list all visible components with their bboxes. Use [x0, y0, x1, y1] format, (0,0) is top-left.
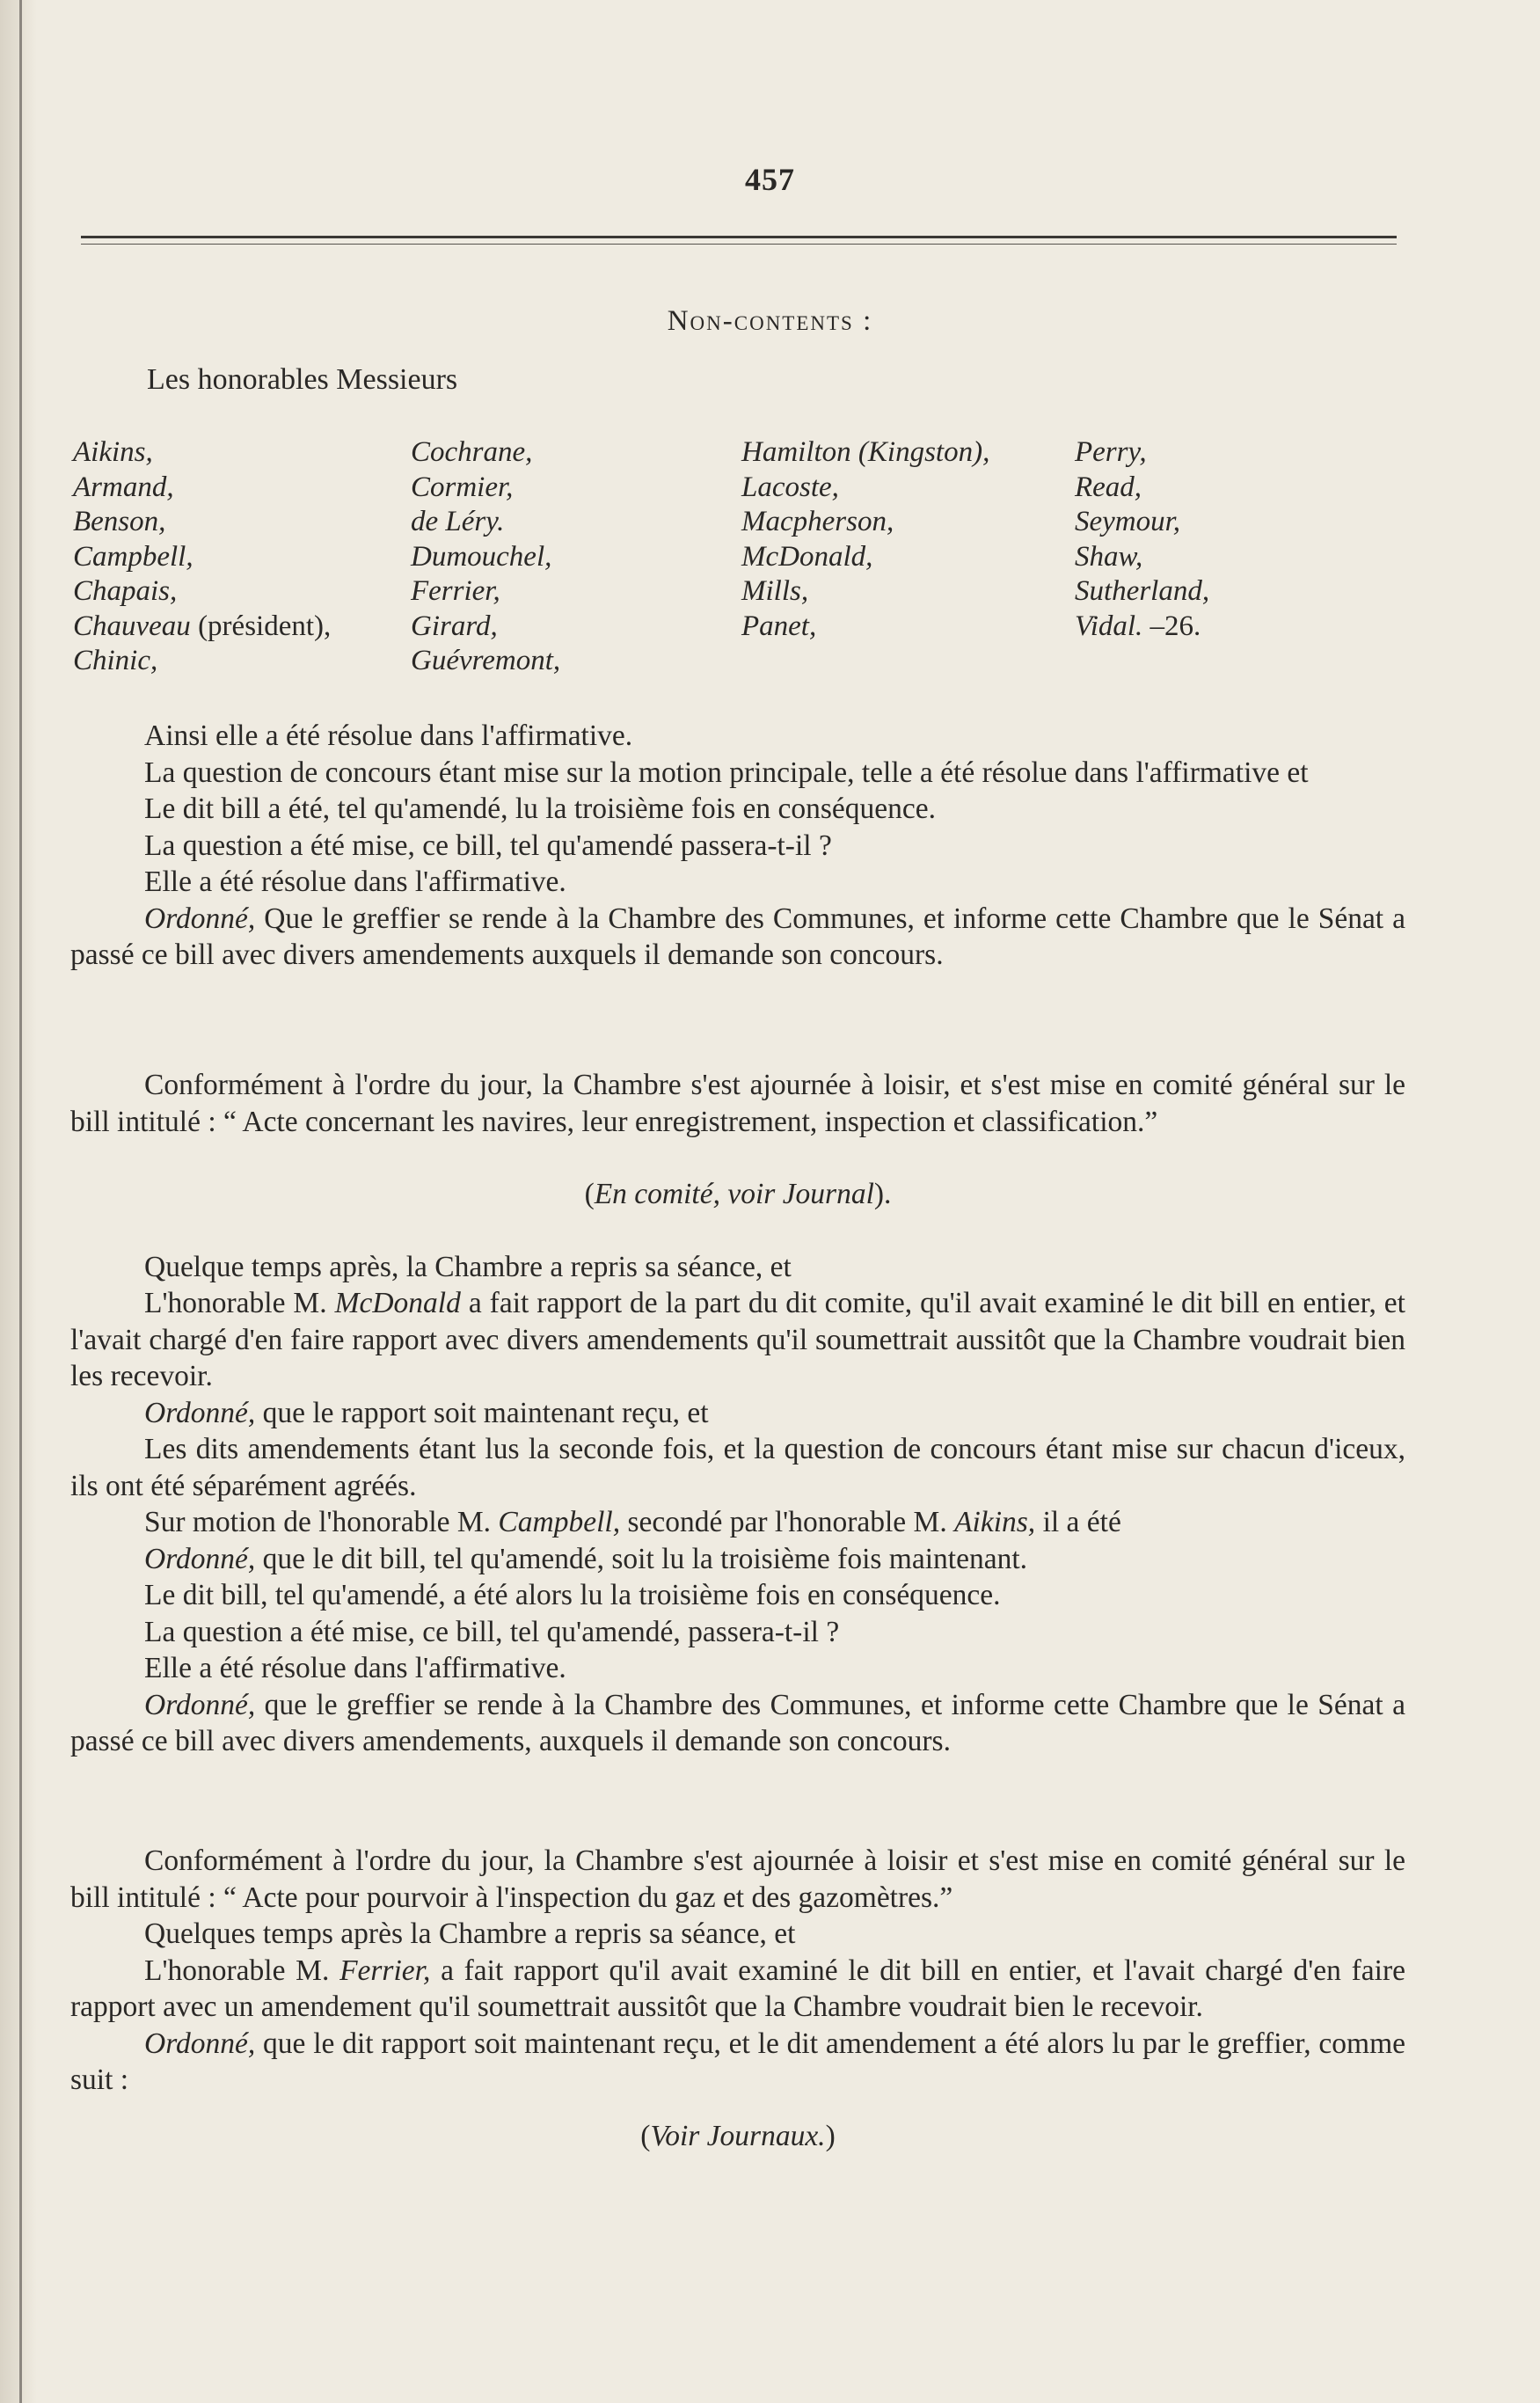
- paragraph: Conformément à l'ordre du jour, la Chambre s'est ajournée à loisir et s'est mise en comité général sur le bill intitulé : “ Acte pour pourvoir à l'inspection du gaz et des gazomètres.”: [70, 1844, 1405, 1914]
- name-entry: Aikins,: [73, 436, 153, 468]
- header-rule: [81, 236, 1397, 238]
- names-column-3: [741, 435, 989, 644]
- paragraph: Ordonné, que le rapport soit maintenant reçu, et: [144, 1396, 709, 1429]
- name-entry: Cormier,: [411, 471, 514, 503]
- riding-note: (Kingston),: [858, 436, 990, 468]
- binding-line: [19, 0, 22, 2403]
- name-entry: Macpherson,: [741, 506, 894, 537]
- name-entry: Armand,: [73, 471, 174, 503]
- vote-total: –26.: [1150, 610, 1201, 642]
- name-entry: Vidal. –26.: [1075, 610, 1201, 642]
- paragraph: L'honorable M. Ferrier, a fait rapport qu'il avait examiné le dit bill en entier, et l'avait chargé d'en faire rapport avec un amendement qu'il soumettrait aussitôt que la Chambre voudrait bien le recevoir.: [70, 1954, 1405, 2023]
- paragraph: Sur motion de l'honorable M. Campbell, secondé par l'honorable M. Aikins, il a été: [144, 1506, 1121, 1538]
- name-entry: Chinic,: [73, 645, 158, 676]
- name-entry: Panet,: [741, 610, 817, 642]
- name-entry: Girard,: [411, 610, 498, 642]
- name-entry: Shaw,: [1075, 540, 1143, 573]
- name-entry: Chapais,: [73, 575, 178, 607]
- intro-line: Les honorables Messieurs: [147, 363, 458, 396]
- name-entry: Guévremont,: [411, 645, 561, 676]
- paragraph: Elle a été résolue dans l'affirmative.: [144, 866, 566, 898]
- name-entry: Seymour,: [1075, 506, 1181, 537]
- proceedings-block-2: [70, 1067, 1405, 1760]
- names-column-1: [73, 435, 331, 679]
- proceedings-block-1: [70, 718, 1405, 974]
- journal-note: (Voir Journaux.): [640, 2119, 836, 2152]
- name-entry: Chauveau (président),: [73, 610, 332, 642]
- paragraph: Ordonné, que le greffier se rende à la Chambre des Communes, et informe cette Chambre que le Sénat a passé ce bill avec divers amendements, auxquels il demande son concours.: [70, 1688, 1405, 1757]
- name-entry: Perry,: [1075, 436, 1147, 468]
- name-entry: Mills,: [741, 575, 809, 607]
- name-entry: Benson,: [73, 506, 166, 537]
- paragraph: Conformément à l'ordre du jour, la Chambre s'est ajournée à loisir, et s'est mise en comité général sur le bill intitulé : “ Acte concernant les navires, leur enregistrement, inspection et classification.”: [70, 1069, 1405, 1138]
- paragraph: La question de concours étant mise sur la motion principale, telle a été résolue dans l'affirmative et: [144, 756, 1309, 789]
- paragraph: Ordonné, que le dit bill, tel qu'amendé, soit lu la troisième fois maintenant.: [144, 1542, 1028, 1575]
- name-entry: Read,: [1075, 471, 1142, 503]
- paragraph: Elle a été résolue dans l'affirmative.: [144, 1652, 566, 1684]
- committee-note: (En comité, voir Journal).: [584, 1178, 892, 1210]
- paragraph: Quelque temps après, la Chambre a repris sa séance, et: [144, 1250, 792, 1283]
- section-heading: Non-contents :: [667, 305, 873, 337]
- paragraph: Ordonné, Que le greffier se rende à la Chambre des Communes, et informe cette Chambre que le Sénat a passé ce bill avec divers amendements auxquels il demande son concours.: [70, 902, 1405, 971]
- page-spine: [0, 0, 37, 2403]
- paragraph: L'honorable M. McDonald a fait rapport de la part du dit comite, qu'il avait examiné le dit bill en entier, et l'avait chargé d'en faire rapport avec divers amendements qu'il soumettrait aussitôt que la Chambre voudrait bien les recevoir.: [70, 1287, 1405, 1392]
- names-column-2: [411, 435, 560, 679]
- page-number: 457: [745, 162, 795, 197]
- paragraph: Ordonné, que le dit rapport soit maintenant reçu, et le dit amendement a été alors lu par le greffier, comme suit :: [70, 2027, 1405, 2096]
- proceedings-block-3: [70, 1843, 1405, 2154]
- name-entry: Campbell,: [73, 540, 193, 573]
- name-entry: de Léry.: [411, 506, 505, 537]
- name-entry: Dumouchel,: [411, 540, 552, 573]
- paragraph: Les dits amendements étant lus la seconde fois, et la question de concours étant mise sur chacun d'iceux, ils ont été séparément agréés.: [70, 1433, 1405, 1502]
- name-entry: Sutherland,: [1075, 575, 1210, 607]
- paragraph: Le dit bill a été, tel qu'amendé, lu la troisième fois en conséquence.: [144, 792, 936, 825]
- paragraph: La question a été mise, ce bill, tel qu'amendé, passera-t-il ?: [144, 1615, 840, 1648]
- name-entry: Lacoste,: [741, 471, 839, 503]
- header-rule-thin: [81, 244, 1397, 245]
- names-column-4: [1075, 435, 1209, 644]
- president-note: (président),: [198, 610, 332, 642]
- name-entry: Hamilton (Kingston),: [741, 436, 990, 468]
- name-entry: Ferrier,: [411, 575, 500, 607]
- paragraph: Ainsi elle a été résolue dans l'affirmative.: [144, 719, 633, 752]
- name-entry: McDonald,: [741, 540, 873, 573]
- paragraph: Quelques temps après la Chambre a repris sa séance, et: [144, 1917, 796, 1950]
- name-entry: Cochrane,: [411, 436, 533, 468]
- paragraph: Le dit bill, tel qu'amendé, a été alors lu la troisième fois en conséquence.: [144, 1579, 1001, 1611]
- paragraph: La question a été mise, ce bill, tel qu'amendé passera-t-il ?: [144, 829, 832, 862]
